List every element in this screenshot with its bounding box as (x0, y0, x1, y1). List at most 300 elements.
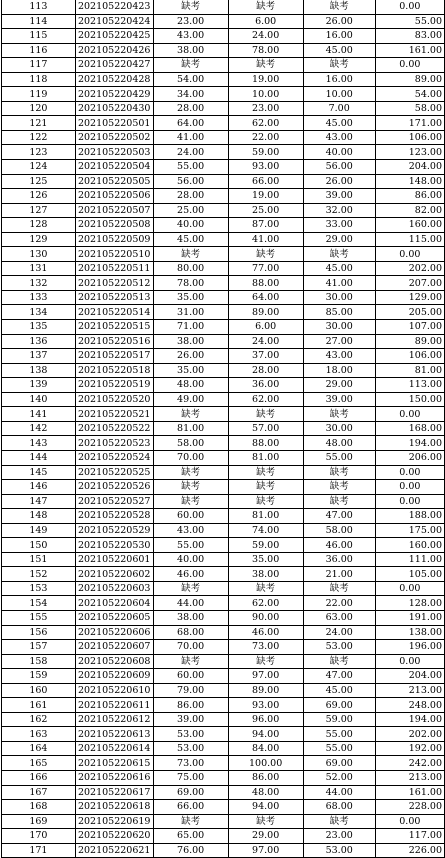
cell-score-2: 86.00 (228, 770, 303, 785)
cell-score-3: 85.00 (303, 305, 375, 320)
table-row (2, 814, 445, 829)
cell-exam-id: 202105220614 (75, 741, 153, 756)
cell-total: 196.00 (375, 640, 444, 655)
cell-total: 138.00 (375, 625, 444, 640)
table-row (2, 29, 445, 44)
table-row (2, 72, 445, 87)
cell-total: 188.00 (375, 509, 444, 524)
cell-score-1: 35.00 (153, 290, 228, 305)
cell-score-1: 28.00 (153, 189, 228, 204)
cell-total: 86.00 (375, 189, 444, 204)
cell-seq: 136 (2, 334, 76, 349)
cell-seq: 129 (2, 232, 76, 247)
cell-score-2: 41.00 (228, 232, 303, 247)
cell-score-1: 缺考 (153, 814, 228, 829)
cell-score-3: 缺考 (303, 814, 375, 829)
cell-exam-id: 202105220503 (75, 145, 153, 160)
table-row (2, 58, 445, 73)
cell-seq: 148 (2, 509, 76, 524)
cell-total: 213.00 (375, 770, 444, 785)
cell-total: 207.00 (375, 276, 444, 291)
cell-seq: 133 (2, 290, 76, 305)
cell-score-1: 55.00 (153, 160, 228, 175)
cell-total: 0.00 (375, 581, 444, 596)
cell-exam-id: 202105220611 (75, 698, 153, 713)
cell-score-1: 60.00 (153, 509, 228, 524)
table-row (2, 450, 445, 465)
cell-exam-id: 202105220603 (75, 581, 153, 596)
cell-seq: 140 (2, 392, 76, 407)
cell-exam-id: 202105220522 (75, 421, 153, 436)
table-row (2, 480, 445, 495)
cell-score-1: 44.00 (153, 596, 228, 611)
cell-exam-id: 202105220426 (75, 43, 153, 58)
cell-score-2: 6.00 (228, 320, 303, 335)
cell-score-2: 48.00 (228, 785, 303, 800)
cell-score-2: 23.00 (228, 101, 303, 116)
cell-total: 194.00 (375, 436, 444, 451)
cell-exam-id: 202105220517 (75, 349, 153, 364)
cell-score-3: 56.00 (303, 160, 375, 175)
cell-score-3: 18.00 (303, 363, 375, 378)
cell-total: 150.00 (375, 392, 444, 407)
cell-score-1: 23.00 (153, 14, 228, 29)
cell-seq: 161 (2, 698, 76, 713)
cell-score-2: 93.00 (228, 160, 303, 175)
cell-score-1: 24.00 (153, 145, 228, 160)
cell-seq: 150 (2, 538, 76, 553)
cell-seq: 122 (2, 130, 76, 145)
cell-exam-id: 202105220423 (75, 0, 153, 14)
cell-score-2: 缺考 (228, 581, 303, 596)
table-row (2, 407, 445, 422)
table-row (2, 465, 445, 480)
cell-seq: 144 (2, 450, 76, 465)
cell-score-3: 26.00 (303, 14, 375, 29)
table-row (2, 727, 445, 742)
cell-score-1: 35.00 (153, 363, 228, 378)
cell-score-1: 28.00 (153, 101, 228, 116)
cell-total: 117.00 (375, 829, 444, 844)
cell-total: 194.00 (375, 712, 444, 727)
cell-seq: 134 (2, 305, 76, 320)
cell-score-3: 45.00 (303, 43, 375, 58)
cell-total: 0.00 (375, 0, 444, 14)
cell-exam-id: 202105220518 (75, 363, 153, 378)
cell-score-3: 45.00 (303, 116, 375, 131)
cell-score-3: 缺考 (303, 465, 375, 480)
cell-score-2: 100.00 (228, 756, 303, 771)
cell-score-1: 缺考 (153, 494, 228, 509)
cell-total: 226.00 (375, 843, 444, 858)
cell-score-1: 45.00 (153, 232, 228, 247)
cell-score-3: 缺考 (303, 494, 375, 509)
cell-exam-id: 202105220509 (75, 232, 153, 247)
cell-total: 107.00 (375, 320, 444, 335)
table-row (2, 596, 445, 611)
cell-score-3: 55.00 (303, 741, 375, 756)
cell-score-3: 30.00 (303, 421, 375, 436)
cell-total: 0.00 (375, 814, 444, 829)
cell-score-3: 27.00 (303, 334, 375, 349)
cell-total: 106.00 (375, 349, 444, 364)
cell-exam-id: 202105220523 (75, 436, 153, 451)
cell-seq: 164 (2, 741, 76, 756)
cell-seq: 166 (2, 770, 76, 785)
table-row (2, 552, 445, 567)
cell-exam-id: 202105220501 (75, 116, 153, 131)
table-row (2, 392, 445, 407)
cell-score-1: 缺考 (153, 407, 228, 422)
cell-exam-id: 202105220601 (75, 552, 153, 567)
cell-total: 106.00 (375, 130, 444, 145)
cell-score-1: 34.00 (153, 87, 228, 102)
cell-seq: 162 (2, 712, 76, 727)
table-row (2, 785, 445, 800)
cell-score-3: 10.00 (303, 87, 375, 102)
cell-score-1: 26.00 (153, 349, 228, 364)
table-row (2, 610, 445, 625)
cell-score-3: 47.00 (303, 669, 375, 684)
cell-score-1: 56.00 (153, 174, 228, 189)
cell-score-3: 53.00 (303, 640, 375, 655)
cell-score-1: 40.00 (153, 218, 228, 233)
cell-score-2: 25.00 (228, 203, 303, 218)
cell-seq: 124 (2, 160, 76, 175)
cell-score-3: 缺考 (303, 407, 375, 422)
cell-seq: 138 (2, 363, 76, 378)
cell-score-1: 38.00 (153, 610, 228, 625)
cell-exam-id: 202105220616 (75, 770, 153, 785)
table-row (2, 523, 445, 538)
cell-exam-id: 202105220604 (75, 596, 153, 611)
cell-score-2: 缺考 (228, 465, 303, 480)
table-row (2, 0, 445, 14)
cell-total: 115.00 (375, 232, 444, 247)
cell-score-2: 37.00 (228, 349, 303, 364)
cell-score-1: 53.00 (153, 727, 228, 742)
cell-score-2: 35.00 (228, 552, 303, 567)
cell-exam-id: 202105220519 (75, 378, 153, 393)
cell-seq: 128 (2, 218, 76, 233)
table-row (2, 101, 445, 116)
cell-score-3: 16.00 (303, 72, 375, 87)
cell-score-1: 78.00 (153, 276, 228, 291)
cell-score-1: 缺考 (153, 480, 228, 495)
cell-score-2: 缺考 (228, 407, 303, 422)
cell-score-1: 60.00 (153, 669, 228, 684)
cell-score-2: 缺考 (228, 247, 303, 262)
cell-seq: 154 (2, 596, 76, 611)
cell-score-1: 38.00 (153, 43, 228, 58)
cell-exam-id: 202105220530 (75, 538, 153, 553)
cell-score-2: 94.00 (228, 727, 303, 742)
cell-score-1: 70.00 (153, 640, 228, 655)
cell-seq: 125 (2, 174, 76, 189)
cell-seq: 145 (2, 465, 76, 480)
cell-score-3: 53.00 (303, 843, 375, 858)
cell-exam-id: 202105220513 (75, 290, 153, 305)
table-row (2, 683, 445, 698)
cell-score-1: 40.00 (153, 552, 228, 567)
cell-seq: 165 (2, 756, 76, 771)
cell-score-1: 54.00 (153, 72, 228, 87)
cell-seq: 159 (2, 669, 76, 684)
cell-score-3: 39.00 (303, 189, 375, 204)
cell-score-1: 缺考 (153, 581, 228, 596)
table-row (2, 320, 445, 335)
table-row (2, 378, 445, 393)
cell-score-1: 38.00 (153, 334, 228, 349)
cell-total: 81.00 (375, 363, 444, 378)
cell-score-2: 87.00 (228, 218, 303, 233)
cell-score-3: 55.00 (303, 450, 375, 465)
cell-score-3: 46.00 (303, 538, 375, 553)
cell-score-2: 97.00 (228, 843, 303, 858)
cell-seq: 130 (2, 247, 76, 262)
cell-score-2: 62.00 (228, 116, 303, 131)
cell-score-3: 59.00 (303, 712, 375, 727)
cell-total: 168.00 (375, 421, 444, 436)
cell-score-3: 43.00 (303, 349, 375, 364)
cell-seq: 156 (2, 625, 76, 640)
cell-total: 171.00 (375, 116, 444, 131)
cell-total: 83.00 (375, 29, 444, 44)
cell-score-2: 24.00 (228, 334, 303, 349)
cell-score-2: 19.00 (228, 189, 303, 204)
cell-seq: 157 (2, 640, 76, 655)
table-row (2, 669, 445, 684)
cell-score-2: 88.00 (228, 436, 303, 451)
cell-seq: 116 (2, 43, 76, 58)
cell-score-2: 缺考 (228, 654, 303, 669)
cell-total: 82.00 (375, 203, 444, 218)
table-row (2, 276, 445, 291)
table-row (2, 421, 445, 436)
cell-score-3: 33.00 (303, 218, 375, 233)
cell-score-2: 96.00 (228, 712, 303, 727)
cell-score-1: 46.00 (153, 567, 228, 582)
cell-score-1: 48.00 (153, 378, 228, 393)
table-row (2, 334, 445, 349)
table-row (2, 712, 445, 727)
table-row (2, 436, 445, 451)
cell-seq: 127 (2, 203, 76, 218)
cell-seq: 131 (2, 261, 76, 276)
table-row (2, 494, 445, 509)
cell-total: 192.00 (375, 741, 444, 756)
cell-seq: 169 (2, 814, 76, 829)
cell-seq: 151 (2, 552, 76, 567)
cell-exam-id: 202105220425 (75, 29, 153, 44)
cell-exam-id: 202105220502 (75, 130, 153, 145)
cell-exam-id: 202105220429 (75, 87, 153, 102)
cell-score-2: 62.00 (228, 596, 303, 611)
cell-total: 128.00 (375, 596, 444, 611)
cell-score-3: 40.00 (303, 145, 375, 160)
cell-score-2: 89.00 (228, 305, 303, 320)
cell-seq: 126 (2, 189, 76, 204)
cell-exam-id: 202105220507 (75, 203, 153, 218)
cell-score-3: 缺考 (303, 581, 375, 596)
cell-score-3: 21.00 (303, 567, 375, 582)
cell-exam-id: 202105220525 (75, 465, 153, 480)
cell-score-1: 53.00 (153, 741, 228, 756)
cell-total: 161.00 (375, 785, 444, 800)
cell-score-1: 80.00 (153, 261, 228, 276)
cell-exam-id: 202105220430 (75, 101, 153, 116)
score-table-body (2, 0, 445, 858)
table-row (2, 247, 445, 262)
cell-score-3: 39.00 (303, 392, 375, 407)
cell-score-2: 6.00 (228, 14, 303, 29)
cell-exam-id: 202105220620 (75, 829, 153, 844)
cell-score-3: 44.00 (303, 785, 375, 800)
table-row (2, 43, 445, 58)
cell-score-2: 81.00 (228, 450, 303, 465)
table-row (2, 160, 445, 175)
cell-score-1: 73.00 (153, 756, 228, 771)
cell-score-3: 52.00 (303, 770, 375, 785)
cell-exam-id: 202105220526 (75, 480, 153, 495)
cell-score-3: 30.00 (303, 290, 375, 305)
cell-seq: 139 (2, 378, 76, 393)
cell-score-2: 缺考 (228, 494, 303, 509)
cell-seq: 160 (2, 683, 76, 698)
cell-score-3: 68.00 (303, 800, 375, 815)
cell-score-3: 26.00 (303, 174, 375, 189)
cell-score-3: 29.00 (303, 232, 375, 247)
table-row (2, 567, 445, 582)
cell-total: 105.00 (375, 567, 444, 582)
cell-seq: 121 (2, 116, 76, 131)
cell-total: 191.00 (375, 610, 444, 625)
cell-score-2: 28.00 (228, 363, 303, 378)
cell-score-3: 16.00 (303, 29, 375, 44)
table-row (2, 756, 445, 771)
cell-total: 204.00 (375, 160, 444, 175)
cell-score-2: 78.00 (228, 43, 303, 58)
cell-score-2: 36.00 (228, 378, 303, 393)
cell-score-1: 81.00 (153, 421, 228, 436)
cell-score-3: 55.00 (303, 727, 375, 742)
cell-seq: 153 (2, 581, 76, 596)
cell-seq: 135 (2, 320, 76, 335)
cell-seq: 118 (2, 72, 76, 87)
cell-seq: 141 (2, 407, 76, 422)
table-row (2, 800, 445, 815)
cell-score-2: 97.00 (228, 669, 303, 684)
cell-exam-id: 202105220524 (75, 450, 153, 465)
cell-seq: 149 (2, 523, 76, 538)
cell-exam-id: 202105220512 (75, 276, 153, 291)
cell-score-1: 65.00 (153, 829, 228, 844)
cell-total: 248.00 (375, 698, 444, 713)
cell-total: 123.00 (375, 145, 444, 160)
cell-exam-id: 202105220427 (75, 58, 153, 73)
cell-score-2: 缺考 (228, 0, 303, 14)
cell-total: 113.00 (375, 378, 444, 393)
cell-seq: 123 (2, 145, 76, 160)
table-row (2, 14, 445, 29)
cell-exam-id: 202105220428 (75, 72, 153, 87)
cell-total: 160.00 (375, 218, 444, 233)
cell-score-1: 缺考 (153, 247, 228, 262)
cell-score-3: 36.00 (303, 552, 375, 567)
cell-score-1: 68.00 (153, 625, 228, 640)
cell-exam-id: 202105220602 (75, 567, 153, 582)
cell-total: 89.00 (375, 334, 444, 349)
cell-score-1: 41.00 (153, 130, 228, 145)
table-row (2, 130, 445, 145)
cell-score-2: 24.00 (228, 29, 303, 44)
cell-score-2: 64.00 (228, 290, 303, 305)
cell-score-3: 47.00 (303, 509, 375, 524)
cell-exam-id: 202105220606 (75, 625, 153, 640)
cell-score-2: 29.00 (228, 829, 303, 844)
cell-score-3: 63.00 (303, 610, 375, 625)
cell-score-2: 59.00 (228, 145, 303, 160)
cell-exam-id: 202105220529 (75, 523, 153, 538)
cell-score-2: 73.00 (228, 640, 303, 655)
cell-exam-id: 202105220608 (75, 654, 153, 669)
cell-score-2: 59.00 (228, 538, 303, 553)
cell-seq: 163 (2, 727, 76, 742)
cell-exam-id: 202105220520 (75, 392, 153, 407)
cell-score-1: 79.00 (153, 683, 228, 698)
cell-exam-id: 202105220504 (75, 160, 153, 175)
cell-score-2: 94.00 (228, 800, 303, 815)
table-row (2, 232, 445, 247)
cell-score-1: 69.00 (153, 785, 228, 800)
table-row (2, 625, 445, 640)
table-row (2, 203, 445, 218)
cell-score-3: 22.00 (303, 596, 375, 611)
cell-seq: 171 (2, 843, 76, 858)
cell-total: 160.00 (375, 538, 444, 553)
cell-total: 202.00 (375, 727, 444, 742)
cell-exam-id: 202105220609 (75, 669, 153, 684)
table-row (2, 538, 445, 553)
cell-score-3: 缺考 (303, 247, 375, 262)
cell-seq: 113 (2, 0, 76, 14)
cell-seq: 142 (2, 421, 76, 436)
cell-score-1: 25.00 (153, 203, 228, 218)
cell-total: 0.00 (375, 465, 444, 480)
table-row (2, 581, 445, 596)
cell-score-3: 45.00 (303, 261, 375, 276)
cell-exam-id: 202105220613 (75, 727, 153, 742)
cell-seq: 132 (2, 276, 76, 291)
cell-exam-id: 202105220528 (75, 509, 153, 524)
table-row (2, 509, 445, 524)
cell-total: 58.00 (375, 101, 444, 116)
cell-exam-id: 202105220516 (75, 334, 153, 349)
cell-exam-id: 202105220607 (75, 640, 153, 655)
cell-score-3: 48.00 (303, 436, 375, 451)
cell-seq: 115 (2, 29, 76, 44)
cell-score-2: 89.00 (228, 683, 303, 698)
cell-seq: 114 (2, 14, 76, 29)
cell-score-3: 缺考 (303, 0, 375, 14)
cell-exam-id: 202105220617 (75, 785, 153, 800)
cell-score-3: 58.00 (303, 523, 375, 538)
cell-score-1: 76.00 (153, 843, 228, 858)
cell-exam-id: 202105220505 (75, 174, 153, 189)
cell-score-3: 30.00 (303, 320, 375, 335)
cell-total: 129.00 (375, 290, 444, 305)
cell-exam-id: 202105220610 (75, 683, 153, 698)
